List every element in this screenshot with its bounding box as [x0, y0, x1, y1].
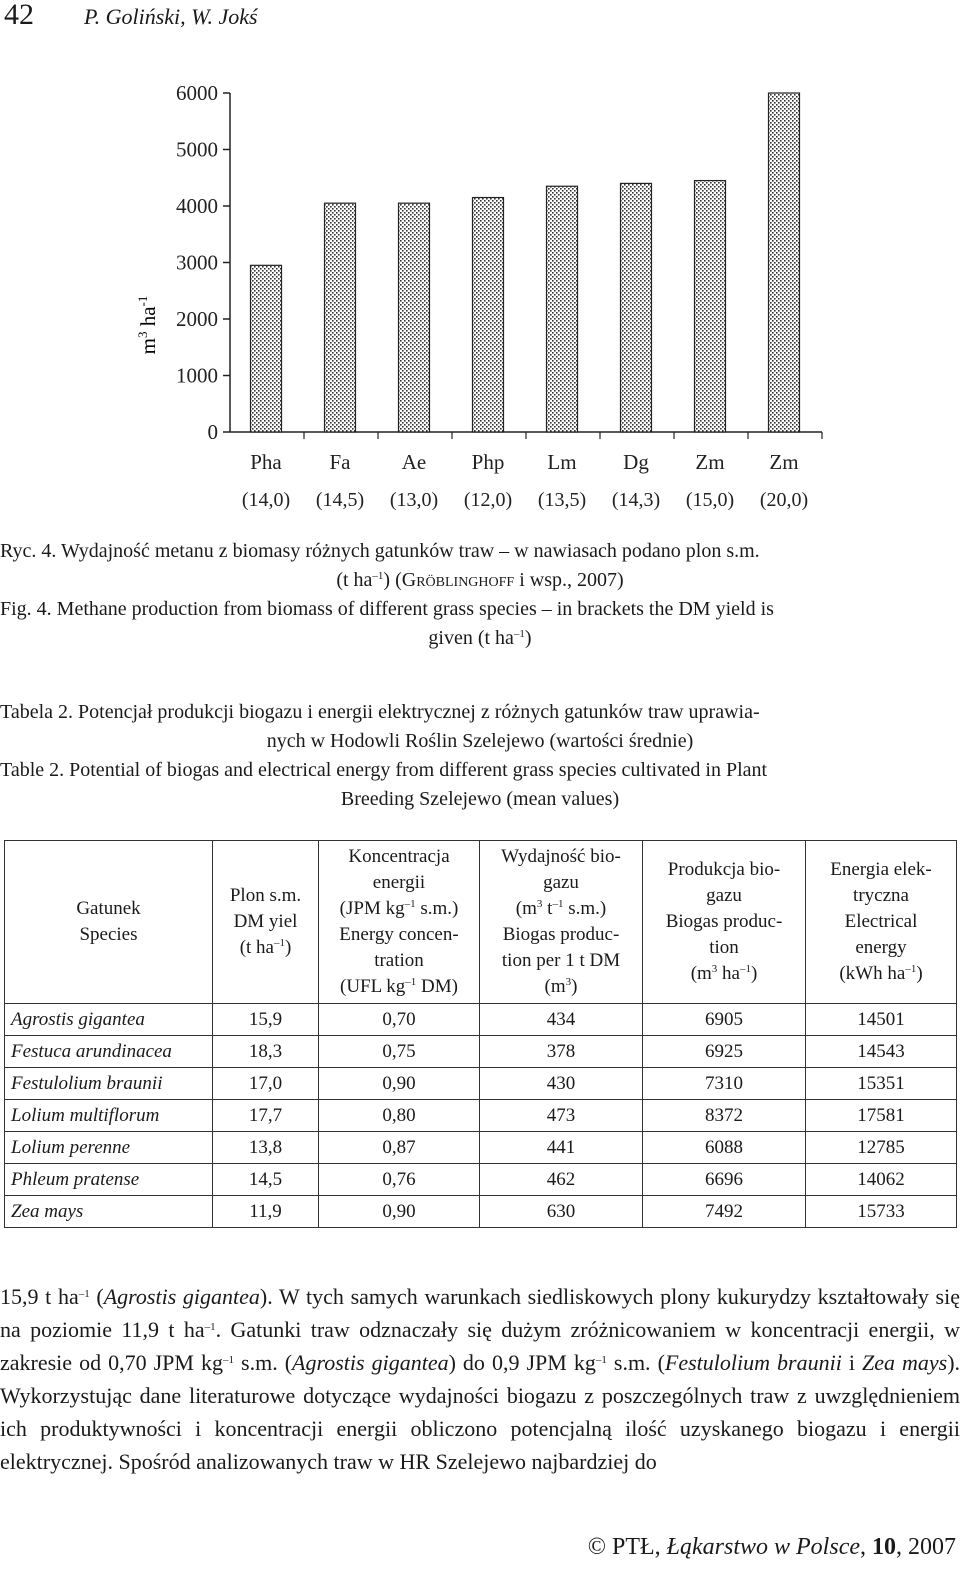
species-cell: Lolium multiflorum [5, 1100, 213, 1132]
table-row [5, 1068, 957, 1100]
species-cell: Zea mays [5, 1196, 213, 1228]
page-number: 42 [4, 0, 34, 31]
value-cell: 630 [480, 1196, 643, 1228]
bar [695, 181, 726, 432]
value-cell: 11,9 [213, 1196, 319, 1228]
bar [547, 186, 578, 432]
table-header-row [5, 841, 957, 1004]
value-cell: 14501 [806, 1004, 957, 1036]
species-cell: Festuca arundinacea [5, 1036, 213, 1068]
header-biogas-yield: Wydajność bio- gazu ($m^3$ $t^{-1}$ s.m.) Biogas produc- tion per 1 t DM $(m^3)$ [480, 841, 643, 1004]
y-tick-label: 1000 [176, 363, 218, 388]
table-row [5, 1164, 957, 1196]
figure-caption-en-line2: given (t $ha^{-1}$) [428, 627, 532, 649]
y-tick-label: 6000 [176, 81, 218, 105]
table-caption [0, 698, 960, 814]
header-electrical-energy: Energia elek- tryczna Electrical energy (kWh $ha^{-1}$) [806, 841, 957, 1004]
value-cell: 0,87 [319, 1132, 480, 1164]
value-cell: 0,70 [319, 1004, 480, 1036]
x-category-label: Php [471, 450, 505, 474]
bar [473, 198, 504, 432]
x-sublabel-dm-yield: (12,0) [463, 489, 513, 511]
table-caption-en-line2: Breeding Szelejewo (mean values) [340, 788, 620, 810]
x-sublabel-dm-yield: (20,0) [759, 489, 809, 511]
table-row [5, 1004, 957, 1036]
x-category-label: Ae [401, 450, 427, 474]
value-cell: 14543 [806, 1036, 957, 1068]
species-cell: Lolium perenne [5, 1132, 213, 1164]
x-sublabel-dm-yield: (13,5) [537, 489, 587, 511]
bar [769, 93, 800, 432]
page-header [0, 0, 960, 40]
value-cell: 14062 [806, 1164, 957, 1196]
value-cell: 18,3 [213, 1036, 319, 1068]
value-cell: 441 [480, 1132, 643, 1164]
table-caption-pl-line1: Tabela 2. Potencjał produkcji biogazu i energii elektrycznej z różnych gatunków traw uprawia- [0, 701, 760, 723]
table-row [5, 1196, 957, 1228]
running-head-authors: P. Goliński, W. Jokś [84, 4, 258, 29]
value-cell: 6905 [643, 1004, 806, 1036]
value-cell: 6696 [643, 1164, 806, 1196]
value-cell: 13,8 [213, 1132, 319, 1164]
x-category-label: Zm [695, 450, 725, 474]
bar [251, 265, 282, 432]
value-cell: 378 [480, 1036, 643, 1068]
value-cell: 0,90 [319, 1196, 480, 1228]
x-sublabel-dm-yield: (14,0) [241, 489, 291, 511]
value-cell: 17581 [806, 1100, 957, 1132]
bar [621, 183, 652, 432]
y-axis-label: $m^3$ $ha^{-1}$ [135, 295, 160, 355]
value-cell: 15,9 [213, 1004, 319, 1036]
value-cell: 473 [480, 1100, 643, 1132]
y-tick-label: 2000 [176, 307, 218, 331]
x-sublabel-dm-yield: (14,3) [611, 489, 661, 511]
value-cell: 17,7 [213, 1100, 319, 1132]
value-cell: 434 [480, 1004, 643, 1036]
x-category-label: Lm [547, 450, 577, 474]
value-cell: 8372 [643, 1100, 806, 1132]
x-sublabel-dm-yield: (13,0) [389, 489, 439, 511]
value-cell: 12785 [806, 1132, 957, 1164]
value-cell: 462 [480, 1164, 643, 1196]
value-cell: 0,80 [319, 1100, 480, 1132]
species-cell: Festulolium braunii [5, 1068, 213, 1100]
x-sublabel-dm-yield: (14,5) [315, 489, 365, 511]
x-category-label: Pha [250, 450, 282, 474]
journal-footer: © PTŁ, Łąkarstwo w Polsce, 10, 2007 [587, 1534, 956, 1560]
value-cell: 17,0 [213, 1068, 319, 1100]
header-species: Gatunek Species [5, 841, 213, 1004]
value-cell: 15733 [806, 1196, 957, 1228]
value-cell: 14,5 [213, 1164, 319, 1196]
x-sublabel-dm-yield: (15,0) [685, 489, 735, 511]
header-dm-yield: Plon s.m. DM yiel (t $ha^{-1}$) [213, 841, 319, 1004]
value-cell: 7492 [643, 1196, 806, 1228]
value-cell: 430 [480, 1068, 643, 1100]
table-row [5, 1100, 957, 1132]
y-tick-label: 4000 [176, 194, 218, 218]
table-row [5, 1132, 957, 1164]
biogas-table [4, 840, 957, 1228]
x-category-label: Dg [623, 450, 649, 474]
value-cell: 15351 [806, 1068, 957, 1100]
species-cell: Agrostis gigantea [5, 1004, 213, 1036]
table-caption-pl-line2: nych w Hodowli Roślin Szelejewo (wartości średnie) [266, 730, 694, 752]
figure-caption-pl-line1: Ryc. 4. Wydajność metanu z biomasy różnych gatunków traw – w nawiasach podano plon s.m. [0, 540, 760, 562]
y-tick-label: 0 [207, 420, 218, 444]
y-tick-label: 3000 [176, 250, 218, 275]
body-paragraph: 15,9 t $ha^{-1}$ (Agrostis gigantea). W tych samych warunkach siedliskowych plony kukurydzy kształtowały się na poziomie 11,9 t $ha^{-1}$. Gatunki traw odznaczały się dużym zróżnicowaniem w koncentracji energii, w zakresie od 0,70 JPM $kg^{-1}$ s.m. (Agrostis gigantea) do 0,9 JPM $kg^{-1}$ s.m. (Festulolium braunii i Zea mays). Wykorzystując dane literaturowe dotyczące wydajności biogazu z poszczególnych traw z uwzględnieniem ich produktywności i koncentracji energii obliczono potencjalną ilość uzyskanego biogazu i energii elektrycznej. Spośród analizowanych traw w HR Szelejewo najbardziej do [0, 1284, 960, 1474]
figure-caption-en-line1: Fig. 4. Methane production from biomass of different grass species – in brackets the DM yield is [0, 598, 774, 620]
figure-caption-pl-line2: (t $ha^{-1}$) (Gröblinghoff i wsp., 2007) [336, 569, 624, 591]
value-cell: 6925 [643, 1036, 806, 1068]
bar [325, 203, 356, 432]
x-category-label: Fa [329, 450, 351, 474]
value-cell: 6088 [643, 1132, 806, 1164]
value-cell: 7310 [643, 1068, 806, 1100]
header-energy-concentration: Koncentracja energii (JPM $kg^{-1}$ s.m.) Energy concen- tration (UFL $kg^{-1}$ DM) [319, 841, 480, 1004]
x-category-label: Zm [769, 450, 799, 474]
table-caption-en-line1: Table 2. Potential of biogas and electrical energy from different grass species cultivated in Plant [0, 759, 768, 781]
header-biogas-production: Produkcja bio- gazu Biogas produc- tion ($m^3$ $ha^{-1}$) [643, 841, 806, 1004]
table-row [5, 1036, 957, 1068]
value-cell: 0,90 [319, 1068, 480, 1100]
value-cell: 0,75 [319, 1036, 480, 1068]
methane-bar-chart [0, 60, 960, 530]
figure-caption [0, 537, 960, 653]
bar [399, 203, 430, 432]
value-cell: 0,76 [319, 1164, 480, 1196]
species-cell: Phleum pratense [5, 1164, 213, 1196]
y-tick-label: 5000 [176, 137, 218, 162]
